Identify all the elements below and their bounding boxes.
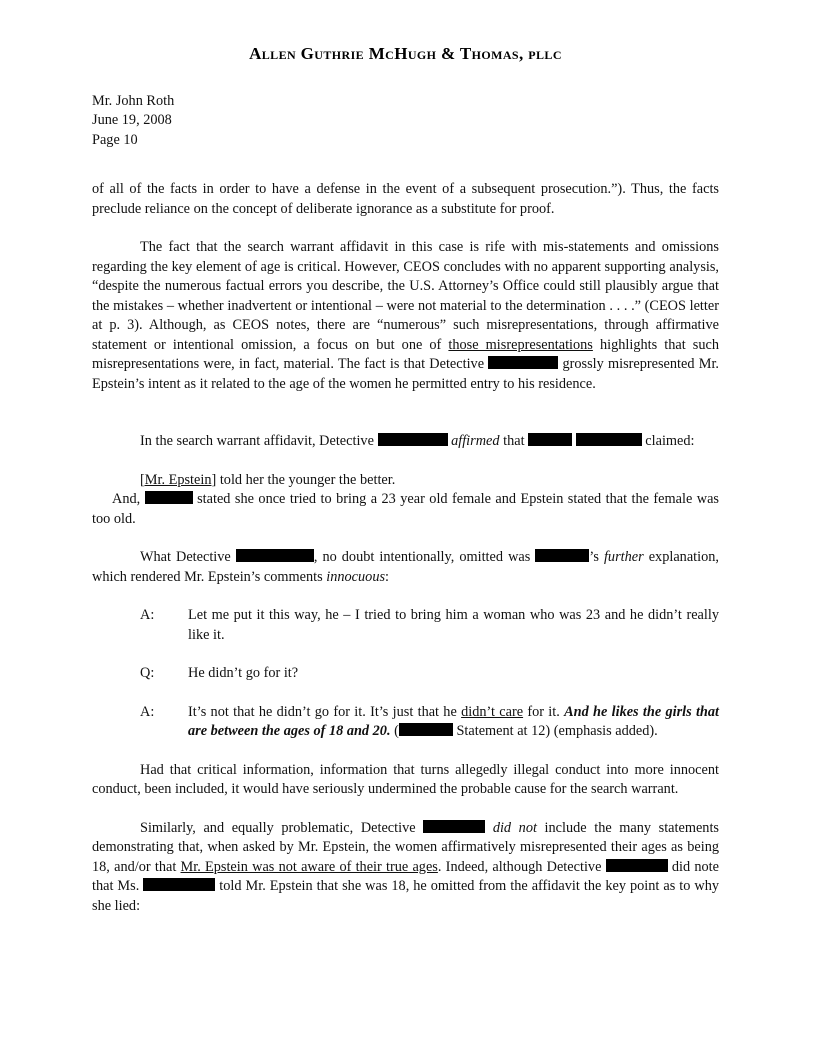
redaction-bar (423, 820, 485, 833)
text-run: include the many statements demonstrating that, when asked by Mr. Epstein, the women affirmatively misrepresented their ages as being 18, and/or that (92, 819, 719, 875)
text-run: Let me put it this way, he – I tried to bring him a woman who was 23 and he didn’t really like it. (188, 607, 719, 643)
quote-line-1 (92, 471, 719, 491)
paragraph-misstatements (92, 238, 719, 394)
firm-name: Allen Guthrie McHugh & Thomas, pllc (249, 44, 562, 63)
text-run: And, (112, 491, 145, 507)
text-run (485, 820, 493, 836)
quote-line-2 (92, 490, 719, 529)
qa-item-answer-2 (140, 703, 719, 742)
block-quote (92, 471, 719, 530)
qa-item-answer-1 (140, 606, 719, 645)
text-run: of all of the facts in order to have a defense in the event of a subsequent prosecution.”). Thus, the facts preclude reliance on the concept of deliberate ignorance as a substitute for proof. (92, 181, 719, 217)
page-number: Page 10 (92, 131, 138, 148)
paragraph-affidavit-intro (92, 432, 719, 452)
redaction-bar (488, 356, 558, 369)
text-run: highlights that such misrepresentations were, in fact, material. The fact is that Detective (92, 336, 720, 372)
letter-date: June 19, 2008 (92, 112, 172, 128)
text-run: didn’t care (461, 703, 524, 720)
text-run: ’s (589, 549, 604, 565)
text-run: : (385, 568, 390, 585)
redaction-bar (535, 549, 589, 562)
text-run: What Detective (140, 549, 236, 565)
redaction-bar (528, 433, 572, 446)
recipient-name: Mr. John Roth (92, 92, 175, 109)
paragraph-omission (92, 548, 719, 587)
redaction-bar (236, 549, 314, 562)
text-run: In the search warrant affidavit, Detective (140, 433, 378, 449)
redaction-bar (145, 491, 193, 504)
paragraph-critical-information (92, 761, 719, 800)
text-run: Had that critical information, information that turns allegedly illegal conduct into more innocent conduct, been included, it would have seriously undermined the probable cause for the search warrant. (92, 761, 719, 797)
redaction-bar (143, 878, 215, 891)
qa-label: A: (140, 703, 155, 720)
text-run: those misrepresentations (448, 336, 593, 353)
text-run: told her the younger the better. (216, 471, 396, 488)
text-run: explanation, which rendered Mr. Epstein’s comments (92, 549, 719, 585)
redaction-bar (399, 723, 453, 736)
text-run: affirmed (451, 433, 500, 449)
qa-text (188, 664, 719, 684)
text-run: . Indeed, although Detective (437, 858, 606, 875)
qa-transcript (140, 606, 719, 742)
text-run: did not (492, 819, 537, 836)
text-run: claimed: (641, 433, 695, 449)
text-run: grossly misrepresented Mr. Epstein’s intent as it related to the age of the women he permitted entry to his residence. (92, 356, 719, 392)
text-run: for it. (523, 703, 565, 720)
text-run: The fact that the search warrant affidavit in this case is rife with mis-statements and omissions regarding the key element of age is critical. However, CEOS concludes with no apparent supporting analysis, “despite the numerous factual errors you describe, the U.S. Attorney’s Office could still plausibly argue that the mistakes – whether inadvertent or intentional – were not material to the determination . . . .” (CEOS letter at p. 3). Although, as CEOS notes, there are “numerous” such misrepresentations, through affirmative statement or intentional omission, a focus on but one of (92, 239, 719, 353)
letterhead (92, 44, 719, 66)
text-run: ( (390, 723, 399, 739)
text-run: Mr. Epstein was not aware of their true ages (180, 858, 438, 875)
text-run: And he likes the girls that are between the ages of 18 and 20. (188, 703, 720, 739)
text-run: told Mr. Epstein that she was 18, he omitted from the affidavit the key point as to why she lied: (92, 878, 720, 914)
text-run: He didn’t go for it? (188, 665, 299, 681)
paragraph-continuation (92, 180, 719, 219)
paragraph-similarly-problematic (92, 819, 719, 917)
qa-text (188, 703, 719, 742)
qa-text (188, 606, 719, 645)
letter-body (92, 180, 719, 916)
redaction-bar (378, 433, 448, 446)
text-run: It’s not that he didn’t go for it. It’s just that he (188, 703, 462, 720)
qa-label: A: (140, 607, 155, 623)
text-run: further (603, 549, 644, 565)
qa-label: Q: (140, 665, 155, 681)
text-run: Similarly, and equally problematic, Detective (140, 819, 424, 836)
redaction-bar (606, 859, 668, 872)
text-run: that (499, 433, 529, 449)
address-block (92, 92, 719, 151)
text-run: , no doubt intentionally, omitted was (313, 549, 536, 565)
text-run: innocuous (326, 568, 386, 585)
text-run: [Mr. Epstein] (140, 471, 217, 488)
redaction-bar (576, 433, 642, 446)
text-run: did note that Ms. (92, 858, 719, 894)
text-run: stated she once tried to bring a 23 year old female and Epstein stated that the female was too old. (92, 491, 719, 527)
text-run: Statement at 12) (emphasis added). (452, 723, 658, 739)
qa-item-question-1 (140, 664, 719, 684)
